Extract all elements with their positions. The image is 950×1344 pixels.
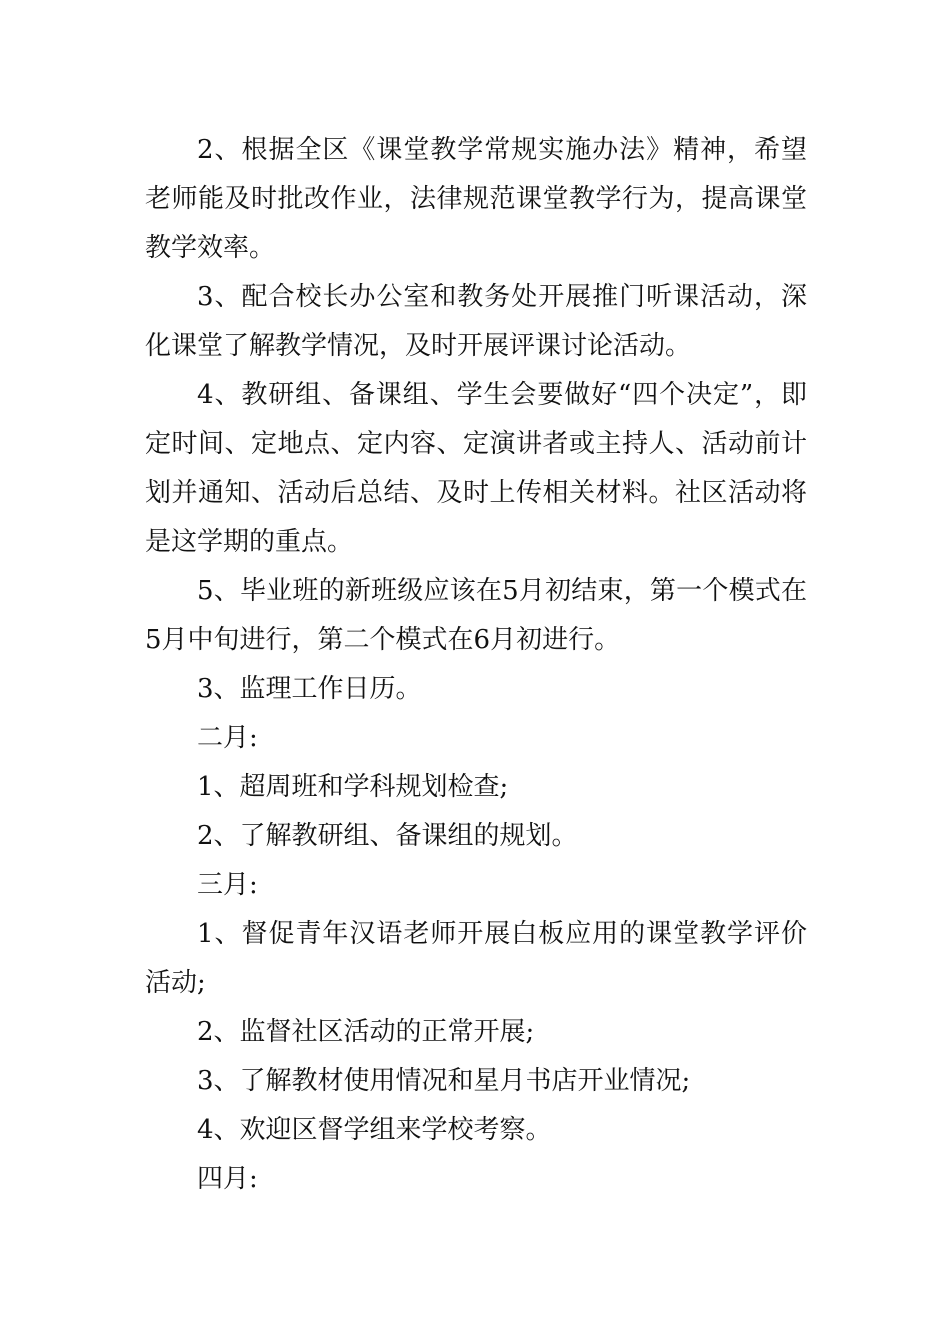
list-item-february-2: 2、了解教研组、备课组的规划。	[197, 821, 578, 851]
paragraph-requirement-5: 5、毕业班的新班级应该在5月初结束，第一个模式在5月中旬进行，第二个模式在6月初进行。	[145, 576, 807, 655]
month-heading-april: 四月:	[197, 1164, 258, 1194]
paragraph-requirement-3: 3、配合校长办公室和教务处开展推门听课活动，深化课堂了解教学情况，及时开展评课讨论活动。	[145, 282, 807, 361]
paragraph-requirement-4: 4、教研组、备课组、学生会要做好“四个决定”，即定时间、定地点、定内容、定演讲者或主持人、活动前计划并通知、活动后总结、及时上传相关材料。社区活动将是这学期的重点。	[145, 380, 807, 557]
document-body	[145, 126, 807, 1204]
list-item-march-4: 4、欢迎区督学组来学校考察。	[197, 1115, 552, 1145]
section-heading-calendar: 3、监理工作日历。	[197, 674, 422, 704]
list-item-february-1: 1、超周班和学科规划检查;	[197, 772, 509, 802]
list-item-march-1: 1、督促青年汉语老师开展白板应用的课堂教学评价活动;	[145, 919, 807, 998]
paragraph-requirement-2: 2、根据全区《课堂教学常规实施办法》精神，希望老师能及时批改作业，法律规范课堂教学行为，提高课堂教学效率。	[145, 135, 807, 263]
month-heading-march: 三月:	[197, 870, 258, 900]
month-heading-february: 二月:	[197, 723, 258, 753]
list-item-march-3: 3、了解教材使用情况和星月书店开业情况;	[197, 1066, 691, 1096]
list-item-march-2: 2、监督社区活动的正常开展;	[197, 1017, 535, 1047]
